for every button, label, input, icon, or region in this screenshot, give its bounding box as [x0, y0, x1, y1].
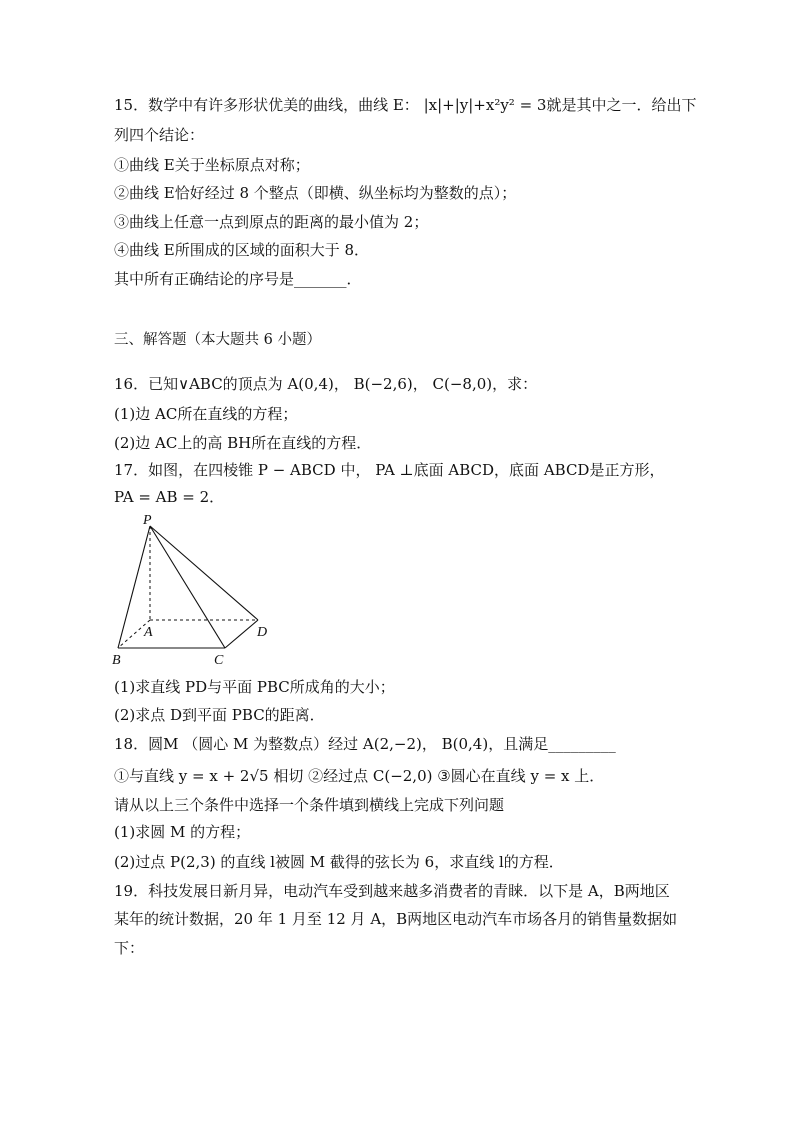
q18-part-2: (2)过点 P(2,3) 的直线 l被圆 M 截得的弦长为 6，求直线 l的方程．: [114, 853, 564, 871]
q18-instruction: 请从以上三个条件中选择一个条件填到横线上完成下列问题: [114, 796, 505, 814]
q17-part-2: (2)求点 D到平面 PBC的距离．: [114, 706, 325, 724]
section-title: 三、解答题（本大题共 6 小题）: [114, 332, 321, 348]
q18-part-1: (1)求圆 M 的方程；: [114, 823, 251, 841]
q15-conclusion-2: ②曲线 E恰好经过 8 个整点（即横、纵坐标均为整数的点）；: [114, 184, 517, 202]
q19-stem-line1: 19．科技发展日新月异，电动汽车受到越来越多消费者的青睐．以下是 A，B两地区: [114, 882, 670, 900]
q17-stem-line2: PA = AB = 2．: [114, 488, 225, 506]
q17-stem-line1: 17．如图，在四棱锥 P − ABCD 中， PA ⊥底面 ABCD，底面 ABCD是正方形，: [114, 461, 665, 479]
q15-stem-line1: 15．数学中有许多形状优美的曲线，曲线 E： |x|+|y|+x²y² = 3就是其中之一．给出下: [114, 96, 697, 114]
pyramid-figure: [110, 512, 270, 672]
q16-part-2: (2)边 AC上的高 BH所在直线的方程．: [114, 434, 372, 452]
q16-stem: 16．已知∨ABC的顶点为 A(0,4)， B(−2,6)， C(−8,0)，求：: [114, 375, 538, 393]
vertex-label-p: P: [143, 513, 152, 528]
q15-conclusion-1: ①曲线 E关于坐标原点对称；: [114, 156, 310, 174]
q15-stem-line2: 列四个结论：: [114, 126, 205, 144]
vertex-label-d: D: [257, 625, 268, 640]
q16-part-1: (1)边 AC所在直线的方程；: [114, 405, 298, 423]
q15-conclusion-4: ④曲线 E所围成的区域的面积大于 8．: [114, 241, 370, 259]
q18-conditions: ①与直线 y = x + 2√5 相切 ②经过点 C(−2,0) ③圆心在直线 y = x 上．: [114, 767, 605, 785]
pyramid-diagram: [110, 512, 270, 672]
q18-stem: 18．圆M （圆心 M 为整数点）经过 A(2,−2)， B(0,4)，且满足_________: [114, 735, 616, 753]
vertex-label-a: A: [144, 625, 153, 640]
q19-stem-line2: 某年的统计数据，20 年 1 月至 12 月 A，B两地区电动汽车市场各月的销售量数据如: [114, 910, 678, 928]
q15-question: 其中所有正确结论的序号是_______．: [114, 270, 362, 288]
q17-part-1: (1)求直线 PD与平面 PBC所成角的大小；: [114, 678, 395, 696]
q15-conclusion-3: ③曲线上任意一点到原点的距离的最小值为 2；: [114, 213, 429, 231]
vertex-label-b: B: [112, 653, 121, 668]
vertex-label-c: C: [214, 653, 224, 668]
q19-stem-line3: 下：: [114, 939, 145, 957]
